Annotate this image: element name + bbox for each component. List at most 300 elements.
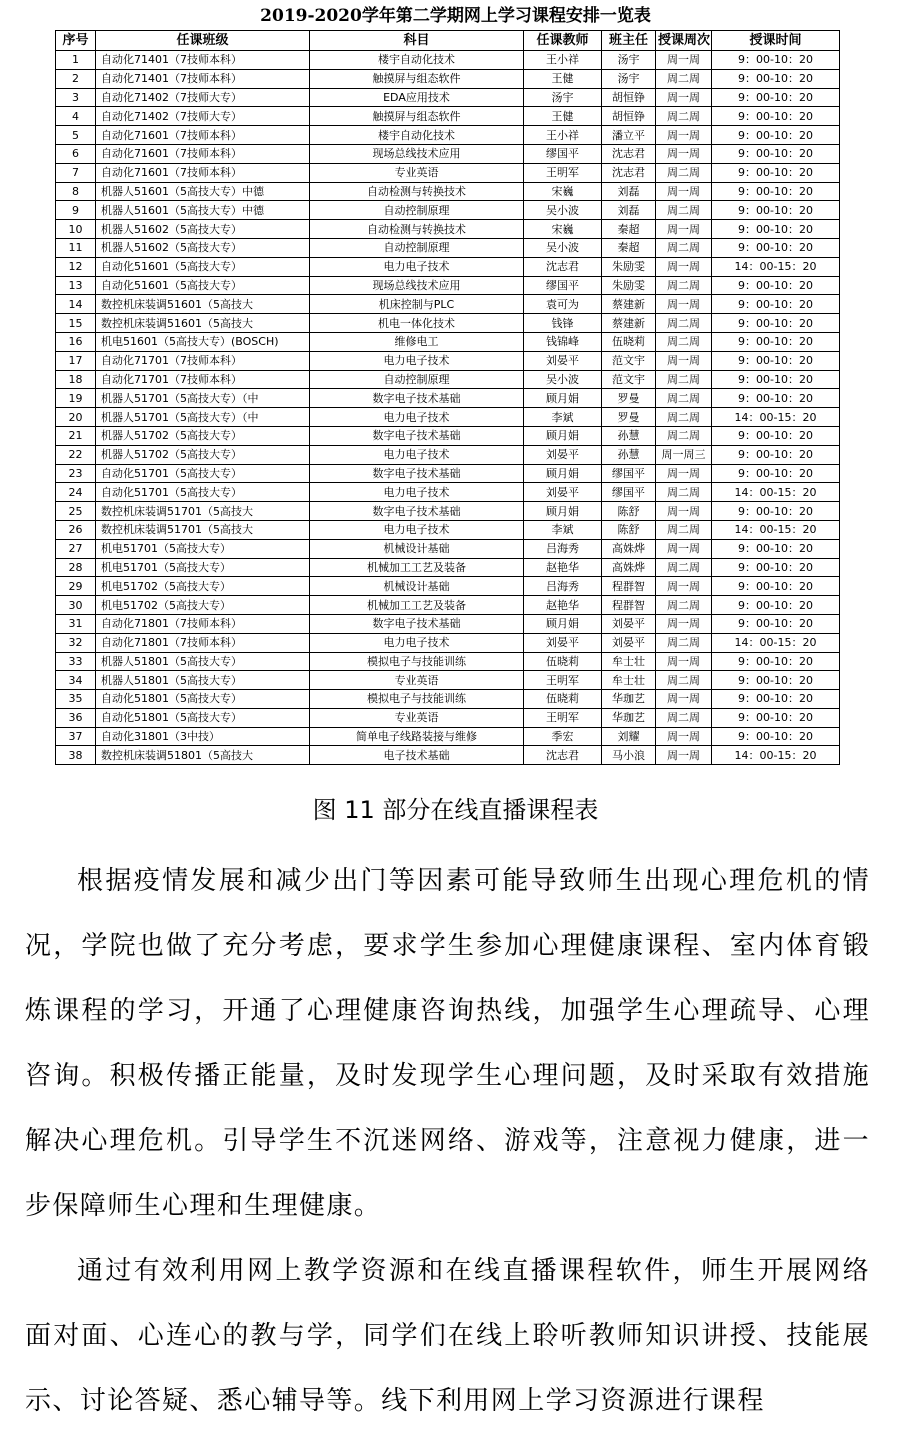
- table-row: [56, 295, 840, 314]
- cell-index: 8: [56, 182, 96, 201]
- cell-index: 19: [56, 389, 96, 408]
- cell-time: 9：00-10：20: [712, 351, 840, 370]
- cell-time: 9：00-10：20: [712, 370, 840, 389]
- cell-index: 29: [56, 577, 96, 596]
- cell-index: 14: [56, 295, 96, 314]
- table-row: [56, 652, 840, 671]
- cell-head-teacher: 罗曼: [602, 389, 656, 408]
- cell-index: 17: [56, 351, 96, 370]
- table-row: [56, 558, 840, 577]
- cell-teacher: 王明军: [524, 671, 602, 690]
- cell-subject: 机械加工工艺及装备: [310, 596, 524, 615]
- cell-week: 周二周: [656, 633, 712, 652]
- cell-class: 数控机床装调51701（5高技大: [96, 502, 310, 521]
- cell-teacher: 袁可为: [524, 295, 602, 314]
- cell-teacher: 刘晏平: [524, 483, 602, 502]
- cell-subject: 触摸屏与组态软件: [310, 107, 524, 126]
- cell-subject: 模拟电子与技能训练: [310, 652, 524, 671]
- cell-teacher: 顾月娟: [524, 464, 602, 483]
- cell-week: 周二周: [656, 596, 712, 615]
- cell-subject: 电力电子技术: [310, 257, 524, 276]
- cell-head-teacher: 胡恒铮: [602, 107, 656, 126]
- cell-week: 周二周: [656, 238, 712, 257]
- table-row: [56, 314, 840, 333]
- cell-head-teacher: 沈志君: [602, 163, 656, 182]
- cell-index: 25: [56, 502, 96, 521]
- cell-time: 9：00-10：20: [712, 51, 840, 70]
- cell-head-teacher: 秦超: [602, 220, 656, 239]
- cell-teacher: 刘晏平: [524, 351, 602, 370]
- cell-class: 机器人51602（5高技大专）: [96, 238, 310, 257]
- cell-head-teacher: 汤宇: [602, 69, 656, 88]
- cell-head-teacher: 范文宇: [602, 370, 656, 389]
- cell-class: 自动化71401（7技师本科）: [96, 51, 310, 70]
- cell-time: 9：00-10：20: [712, 220, 840, 239]
- cell-time: 9：00-10：20: [712, 144, 840, 163]
- cell-index: 15: [56, 314, 96, 333]
- cell-teacher: 王小祥: [524, 126, 602, 145]
- cell-index: 27: [56, 539, 96, 558]
- cell-week: 周二周: [656, 708, 712, 727]
- cell-head-teacher: 蔡建新: [602, 295, 656, 314]
- cell-time: 9：00-10：20: [712, 577, 840, 596]
- table-row: [56, 727, 840, 746]
- table-row: [56, 69, 840, 88]
- cell-subject: 楼宇自动化技术: [310, 51, 524, 70]
- cell-week: 周一周: [656, 126, 712, 145]
- cell-index: 16: [56, 332, 96, 351]
- cell-subject: 机械加工工艺及装备: [310, 558, 524, 577]
- cell-head-teacher: 陈舒: [602, 502, 656, 521]
- cell-head-teacher: 朱励雯: [602, 276, 656, 295]
- cell-subject: 自动控制原理: [310, 370, 524, 389]
- cell-time: 14：00-15：20: [712, 257, 840, 276]
- cell-week: 周一周: [656, 182, 712, 201]
- cell-head-teacher: 缪国平: [602, 483, 656, 502]
- cell-class: 机器人51801（5高技大专）: [96, 671, 310, 690]
- cell-time: 9：00-10：20: [712, 88, 840, 107]
- cell-time: 9：00-10：20: [712, 652, 840, 671]
- cell-index: 22: [56, 445, 96, 464]
- cell-week: 周二周: [656, 558, 712, 577]
- cell-head-teacher: 高姝烨: [602, 558, 656, 577]
- cell-class: 机器人51801（5高技大专）: [96, 652, 310, 671]
- cell-index: 20: [56, 408, 96, 427]
- cell-head-teacher: 胡恒铮: [602, 88, 656, 107]
- header-head-teacher: 班主任: [602, 31, 656, 51]
- cell-subject: 专业英语: [310, 671, 524, 690]
- cell-class: 机电51702（5高技大专）: [96, 577, 310, 596]
- cell-subject: 电子技术基础: [310, 746, 524, 765]
- cell-head-teacher: 秦超: [602, 238, 656, 257]
- cell-subject: 电力电子技术: [310, 633, 524, 652]
- cell-week: 周一周: [656, 351, 712, 370]
- cell-time: 9：00-10：20: [712, 276, 840, 295]
- cell-index: 38: [56, 746, 96, 765]
- table-row: [56, 220, 840, 239]
- cell-class: 机电51701（5高技大专）: [96, 539, 310, 558]
- cell-head-teacher: 刘磊: [602, 201, 656, 220]
- table-row: [56, 238, 840, 257]
- cell-time: 9：00-10：20: [712, 389, 840, 408]
- table-row: [56, 163, 840, 182]
- cell-week: 周一周: [656, 727, 712, 746]
- cell-class: 机器人51702（5高技大专）: [96, 445, 310, 464]
- cell-teacher: 王明军: [524, 163, 602, 182]
- cell-subject: 简单电子线路装接与维修: [310, 727, 524, 746]
- cell-class: 自动化71402（7技师大专）: [96, 88, 310, 107]
- cell-time: 14：00-15：20: [712, 520, 840, 539]
- cell-teacher: 汤宇: [524, 88, 602, 107]
- cell-time: 9：00-10：20: [712, 445, 840, 464]
- table-row: [56, 144, 840, 163]
- cell-subject: 自动检测与转换技术: [310, 220, 524, 239]
- cell-index: 7: [56, 163, 96, 182]
- table-row: [56, 389, 840, 408]
- cell-teacher: 赵艳华: [524, 596, 602, 615]
- cell-time: 9：00-10：20: [712, 238, 840, 257]
- cell-teacher: 顾月娟: [524, 502, 602, 521]
- table-row: [56, 126, 840, 145]
- cell-index: 2: [56, 69, 96, 88]
- table-row: [56, 408, 840, 427]
- cell-head-teacher: 刘晏平: [602, 633, 656, 652]
- cell-teacher: 伍晓莉: [524, 690, 602, 709]
- cell-class: 数控机床装调51601（5高技大: [96, 295, 310, 314]
- cell-class: 数控机床装调51701（5高技大: [96, 520, 310, 539]
- cell-subject: EDA应用技术: [310, 88, 524, 107]
- cell-class: 机器人51602（5高技大专）: [96, 220, 310, 239]
- table-row: [56, 88, 840, 107]
- table-row: [56, 257, 840, 276]
- cell-teacher: 钱锋: [524, 314, 602, 333]
- figure-caption: 图 11 部分在线直播课程表: [312, 796, 599, 824]
- cell-head-teacher: 沈志君: [602, 144, 656, 163]
- cell-time: 9：00-10：20: [712, 596, 840, 615]
- table-row: [56, 746, 840, 765]
- cell-teacher: 缪国平: [524, 276, 602, 295]
- cell-subject: 机械设计基础: [310, 539, 524, 558]
- cell-class: 机器人51601（5高技大专）中德: [96, 201, 310, 220]
- cell-week: 周一周: [656, 464, 712, 483]
- cell-head-teacher: 孙慧: [602, 445, 656, 464]
- cell-class: 自动化51601（5高技大专）: [96, 257, 310, 276]
- header-subject: 科目: [310, 31, 524, 51]
- cell-subject: 自动控制原理: [310, 238, 524, 257]
- cell-head-teacher: 高姝烨: [602, 539, 656, 558]
- cell-week: 周二周: [656, 426, 712, 445]
- cell-head-teacher: 刘耀: [602, 727, 656, 746]
- cell-subject: 触摸屏与组态软件: [310, 69, 524, 88]
- cell-subject: 机床控制与PLC: [310, 295, 524, 314]
- cell-teacher: 王小祥: [524, 51, 602, 70]
- table-row: [56, 464, 840, 483]
- cell-head-teacher: 蔡建新: [602, 314, 656, 333]
- cell-teacher: 宋巍: [524, 220, 602, 239]
- cell-class: 自动化71701（7技师本科）: [96, 370, 310, 389]
- cell-teacher: 吴小波: [524, 370, 602, 389]
- cell-subject: 数字电子技术基础: [310, 389, 524, 408]
- cell-index: 13: [56, 276, 96, 295]
- table-body: [56, 51, 840, 765]
- cell-week: 周一周: [656, 51, 712, 70]
- table-row: [56, 445, 840, 464]
- header-index: 序号: [56, 31, 96, 51]
- cell-index: 5: [56, 126, 96, 145]
- cell-week: 周二周: [656, 370, 712, 389]
- schedule-table: [55, 30, 840, 765]
- cell-week: 周一周: [656, 539, 712, 558]
- cell-time: 9：00-10：20: [712, 727, 840, 746]
- cell-subject: 现场总线技术应用: [310, 144, 524, 163]
- cell-subject: 专业英语: [310, 163, 524, 182]
- cell-subject: 现场总线技术应用: [310, 276, 524, 295]
- cell-teacher: 沈志君: [524, 746, 602, 765]
- cell-head-teacher: 牟士壮: [602, 671, 656, 690]
- cell-teacher: 季宏: [524, 727, 602, 746]
- table-row: [56, 671, 840, 690]
- body-paragraph-1: 根据疫情发展和减少出门等因素可能导致师生出现心理危机的情况，学院也做了充分考虑，要求学生参加心理健康课程、室内体育锻炼课程的学习，开通了心理健康咨询热线，加强学生心理疏导、心理咨询。积极传播正能量，及时发现学生心理问题，及时采取有效措施解决心理危机。引导学生不沉迷网络、游戏等，注意视力健康，进一步保障师生心理和生理健康。: [25, 866, 870, 1221]
- cell-index: 34: [56, 671, 96, 690]
- cell-index: 3: [56, 88, 96, 107]
- cell-time: 14：00-15：20: [712, 408, 840, 427]
- cell-class: 机电51601（5高技大专）(BOSCH): [96, 332, 310, 351]
- table-row: [56, 276, 840, 295]
- header-teacher: 任课教师: [524, 31, 602, 51]
- cell-week: 周二周: [656, 332, 712, 351]
- cell-class: 自动化71402（7技师大专）: [96, 107, 310, 126]
- cell-time: 9：00-10：20: [712, 464, 840, 483]
- table-row: [56, 690, 840, 709]
- cell-subject: 数字电子技术基础: [310, 614, 524, 633]
- cell-class: 机电51702（5高技大专）: [96, 596, 310, 615]
- cell-teacher: 李斌: [524, 520, 602, 539]
- cell-index: 9: [56, 201, 96, 220]
- cell-index: 18: [56, 370, 96, 389]
- cell-teacher: 王明军: [524, 708, 602, 727]
- cell-time: 9：00-10：20: [712, 614, 840, 633]
- cell-week: 周二周: [656, 408, 712, 427]
- cell-index: 30: [56, 596, 96, 615]
- cell-time: 9：00-10：20: [712, 295, 840, 314]
- cell-teacher: 吴小波: [524, 238, 602, 257]
- cell-time: 14：00-15：20: [712, 746, 840, 765]
- cell-time: 9：00-10：20: [712, 671, 840, 690]
- cell-week: 周二周: [656, 671, 712, 690]
- cell-head-teacher: 马小浪: [602, 746, 656, 765]
- cell-class: 自动化71601（7技师本科）: [96, 126, 310, 145]
- table-row: [56, 107, 840, 126]
- cell-class: 自动化31801（3中技）: [96, 727, 310, 746]
- cell-head-teacher: 汤宇: [602, 51, 656, 70]
- cell-time: 9：00-10：20: [712, 708, 840, 727]
- cell-time: 14：00-15：20: [712, 483, 840, 502]
- cell-subject: 模拟电子与技能训练: [310, 690, 524, 709]
- cell-head-teacher: 范文宇: [602, 351, 656, 370]
- cell-time: 9：00-10：20: [712, 201, 840, 220]
- cell-index: 32: [56, 633, 96, 652]
- cell-time: 9：00-10：20: [712, 314, 840, 333]
- table-row: [56, 708, 840, 727]
- cell-teacher: 缪国平: [524, 144, 602, 163]
- cell-class: 自动化71801（7技师本科）: [96, 614, 310, 633]
- cell-week: 周二周: [656, 69, 712, 88]
- table-row: [56, 332, 840, 351]
- cell-subject: 专业英语: [310, 708, 524, 727]
- table-row: [56, 502, 840, 521]
- cell-time: 9：00-10：20: [712, 502, 840, 521]
- cell-index: 35: [56, 690, 96, 709]
- cell-subject: 数字电子技术基础: [310, 502, 524, 521]
- cell-teacher: 赵艳华: [524, 558, 602, 577]
- cell-week: 周一周: [656, 577, 712, 596]
- cell-head-teacher: 华珈艺: [602, 708, 656, 727]
- cell-teacher: 伍晓莉: [524, 652, 602, 671]
- cell-class: 机器人51701（5高技大专）（中: [96, 408, 310, 427]
- cell-week: 周二周: [656, 107, 712, 126]
- cell-time: 14：00-15：20: [712, 633, 840, 652]
- cell-head-teacher: 潘立平: [602, 126, 656, 145]
- cell-teacher: 刘晏平: [524, 633, 602, 652]
- cell-week: 周一周: [656, 88, 712, 107]
- cell-week: 周一周三: [656, 445, 712, 464]
- cell-index: 31: [56, 614, 96, 633]
- cell-class: 自动化51801（5高技大专）: [96, 708, 310, 727]
- cell-class: 自动化71601（7技师本科）: [96, 144, 310, 163]
- cell-head-teacher: 牟士壮: [602, 652, 656, 671]
- cell-time: 9：00-10：20: [712, 332, 840, 351]
- cell-time: 9：00-10：20: [712, 426, 840, 445]
- cell-teacher: 王健: [524, 69, 602, 88]
- cell-week: 周二周: [656, 389, 712, 408]
- cell-class: 自动化71801（7技师本科）: [96, 633, 310, 652]
- cell-head-teacher: 程群智: [602, 577, 656, 596]
- cell-index: 24: [56, 483, 96, 502]
- cell-week: 周一周: [656, 502, 712, 521]
- cell-teacher: 刘晏平: [524, 445, 602, 464]
- table-row: [56, 539, 840, 558]
- cell-week: 周二周: [656, 520, 712, 539]
- cell-index: 10: [56, 220, 96, 239]
- cell-subject: 自动检测与转换技术: [310, 182, 524, 201]
- cell-class: 自动化71701（7技师本科）: [96, 351, 310, 370]
- cell-teacher: 顾月娟: [524, 389, 602, 408]
- header-week: 授课周次: [656, 31, 712, 51]
- cell-week: 周一周: [656, 295, 712, 314]
- cell-subject: 电力电子技术: [310, 351, 524, 370]
- cell-class: 自动化51701（5高技大专）: [96, 464, 310, 483]
- cell-teacher: 宋巍: [524, 182, 602, 201]
- table-row: [56, 51, 840, 70]
- cell-week: 周一周: [656, 746, 712, 765]
- header-class: 任课班级: [96, 31, 310, 51]
- cell-teacher: 吕海秀: [524, 577, 602, 596]
- table-row: [56, 351, 840, 370]
- table-title: 2019-2020学年第二学期网上学习课程安排一览表: [260, 6, 651, 26]
- cell-class: 自动化71401（7技师本科）: [96, 69, 310, 88]
- cell-week: 周一周: [656, 614, 712, 633]
- cell-class: 自动化51701（5高技大专）: [96, 483, 310, 502]
- cell-week: 周二周: [656, 276, 712, 295]
- cell-index: 33: [56, 652, 96, 671]
- cell-class: 机电51701（5高技大专）: [96, 558, 310, 577]
- cell-teacher: 李斌: [524, 408, 602, 427]
- cell-class: 数控机床装调51601（5高技大: [96, 314, 310, 333]
- table-row: [56, 370, 840, 389]
- cell-head-teacher: 朱励雯: [602, 257, 656, 276]
- body-paragraph-2: 通过有效利用网上教学资源和在线直播课程软件，师生开展网络面对面、心连心的教与学，同学们在线上聆听教师知识讲授、技能展示、讨论答疑、悉心辅导等。线下利用网上学习资源进行课程: [25, 1256, 870, 1416]
- cell-class: 自动化71601（7技师本科）: [96, 163, 310, 182]
- table-row: [56, 483, 840, 502]
- cell-index: 11: [56, 238, 96, 257]
- header-time: 授课时间: [712, 31, 840, 51]
- table-row: [56, 596, 840, 615]
- cell-subject: 机电一体化技术: [310, 314, 524, 333]
- cell-index: 12: [56, 257, 96, 276]
- cell-class: 自动化51801（5高技大专）: [96, 690, 310, 709]
- cell-teacher: 王健: [524, 107, 602, 126]
- cell-index: 1: [56, 51, 96, 70]
- cell-subject: 电力电子技术: [310, 408, 524, 427]
- cell-week: 周一周: [656, 652, 712, 671]
- cell-class: 数控机床装调51801（5高技大: [96, 746, 310, 765]
- cell-subject: 电力电子技术: [310, 445, 524, 464]
- cell-head-teacher: 刘晏平: [602, 614, 656, 633]
- cell-teacher: 沈志君: [524, 257, 602, 276]
- table-row: [56, 182, 840, 201]
- cell-time: 9：00-10：20: [712, 107, 840, 126]
- cell-index: 4: [56, 107, 96, 126]
- cell-week: 周一周: [656, 257, 712, 276]
- cell-subject: 数字电子技术基础: [310, 426, 524, 445]
- cell-head-teacher: 伍晓莉: [602, 332, 656, 351]
- cell-week: 周一周: [656, 220, 712, 239]
- table-row: [56, 426, 840, 445]
- cell-time: 9：00-10：20: [712, 182, 840, 201]
- table-row: [56, 201, 840, 220]
- table-row: [56, 614, 840, 633]
- cell-time: 9：00-10：20: [712, 126, 840, 145]
- cell-subject: 机械设计基础: [310, 577, 524, 596]
- cell-head-teacher: 刘磊: [602, 182, 656, 201]
- cell-time: 9：00-10：20: [712, 163, 840, 182]
- table-header-row: [56, 31, 840, 51]
- cell-teacher: 吴小波: [524, 201, 602, 220]
- cell-index: 28: [56, 558, 96, 577]
- cell-week: 周一周: [656, 144, 712, 163]
- cell-teacher: 顾月娟: [524, 614, 602, 633]
- cell-head-teacher: 华珈艺: [602, 690, 656, 709]
- cell-index: 36: [56, 708, 96, 727]
- cell-class: 机器人51601（5高技大专）中德: [96, 182, 310, 201]
- cell-index: 6: [56, 144, 96, 163]
- cell-index: 26: [56, 520, 96, 539]
- cell-teacher: 吕海秀: [524, 539, 602, 558]
- cell-time: 9：00-10：20: [712, 690, 840, 709]
- cell-subject: 电力电子技术: [310, 520, 524, 539]
- cell-subject: 楼宇自动化技术: [310, 126, 524, 145]
- cell-class: 自动化51601（5高技大专）: [96, 276, 310, 295]
- cell-head-teacher: 缪国平: [602, 464, 656, 483]
- cell-class: 机器人51702（5高技大专）: [96, 426, 310, 445]
- cell-index: 37: [56, 727, 96, 746]
- cell-subject: 数字电子技术基础: [310, 464, 524, 483]
- cell-teacher: 钱锦峰: [524, 332, 602, 351]
- cell-subject: 电力电子技术: [310, 483, 524, 502]
- cell-index: 23: [56, 464, 96, 483]
- cell-week: 周二周: [656, 201, 712, 220]
- cell-teacher: 顾月娟: [524, 426, 602, 445]
